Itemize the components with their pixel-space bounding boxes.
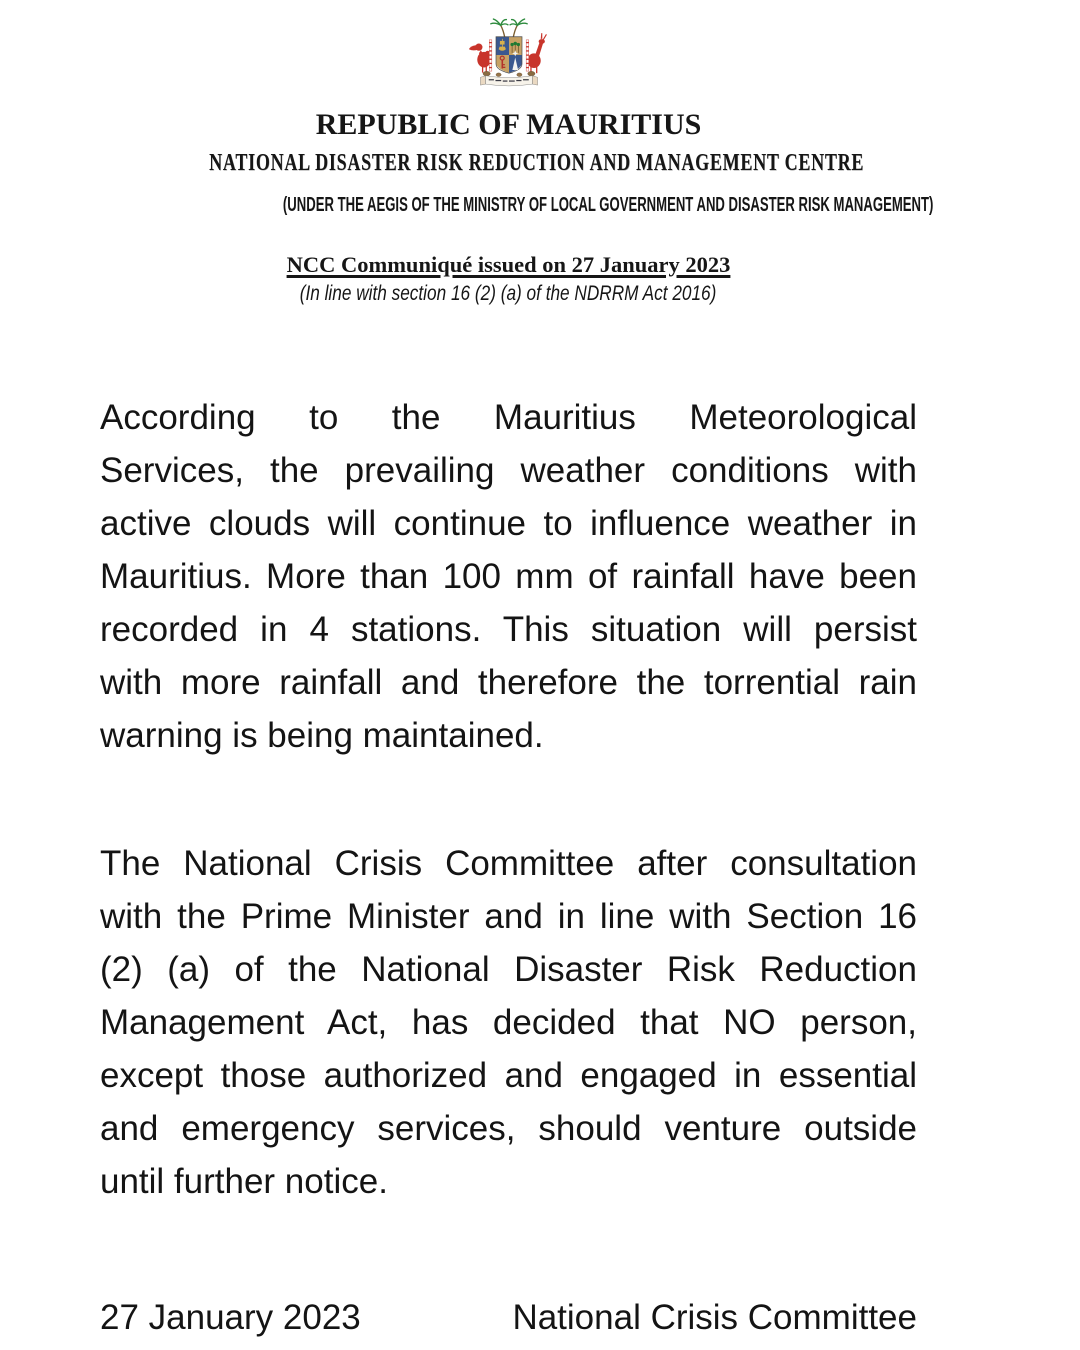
body-line: with more rainfall and therefore the torrential rain (100, 663, 917, 702)
paragraph-decision (100, 837, 917, 1208)
body-line: and emergency services, should venture outside (100, 1109, 917, 1148)
country-title: REPUBLIC OF MAURITIUS (315, 108, 702, 141)
communique-date: 27 January 2023 (100, 1298, 361, 1337)
body-line: active clouds will continue to influence weather in (100, 504, 917, 543)
communique-heading: NCC Communiqué issued on 27 January 2023 (286, 252, 731, 277)
communique-body (100, 391, 917, 1208)
body-line: Services, the prevailing weather conditions with (100, 451, 917, 490)
body-line: with the Prime Minister and in line with Section 16 (100, 897, 917, 936)
palm-fronds (490, 19, 526, 38)
body-line: Mauritius. More than 100 mm of rainfall have been (100, 557, 917, 596)
centre-name-line (100, 148, 917, 178)
body-line: recorded in 4 stations. This situation will persist (100, 610, 917, 649)
dodo-supporter (468, 44, 490, 73)
communique-heading-line (100, 250, 917, 280)
communique-subheading: (In line with section 16 (2) (a) of the NDRRM Act 2016) (300, 282, 717, 305)
shield (496, 37, 522, 73)
centre-name: NATIONAL DISASTER RISK REDUCTION AND MANAGEMENT CENTRE (209, 150, 865, 176)
paragraph-weather (100, 391, 917, 762)
document-footer (100, 1291, 917, 1344)
signatory: National Crisis Committee (512, 1298, 917, 1337)
mauritius-coat-of-arms-icon (457, 14, 561, 98)
communique-subheading-line (100, 280, 917, 308)
body-line: until further notice. (100, 1162, 388, 1201)
body-line: (2) (a) of the National Disaster Risk Reduction (100, 950, 917, 989)
motto-banner (480, 76, 537, 86)
document-header (100, 14, 934, 308)
body-line: warning is being maintained. (100, 716, 544, 755)
body-line: According to the Mauritius Meteorological (100, 398, 917, 437)
deer-supporter (527, 33, 547, 73)
body-line: except those authorized and engaged in essential (100, 1056, 917, 1095)
aegis-text: (UNDER THE AEGIS OF THE MINISTRY OF LOCAL GOVERNMENT AND DISASTER RISK MANAGEMENT) (282, 193, 934, 216)
body-line: The National Crisis Committee after consultation (100, 844, 917, 883)
body-line: Management Act, has decided that NO person, (100, 1003, 917, 1042)
aegis-line (100, 192, 934, 218)
